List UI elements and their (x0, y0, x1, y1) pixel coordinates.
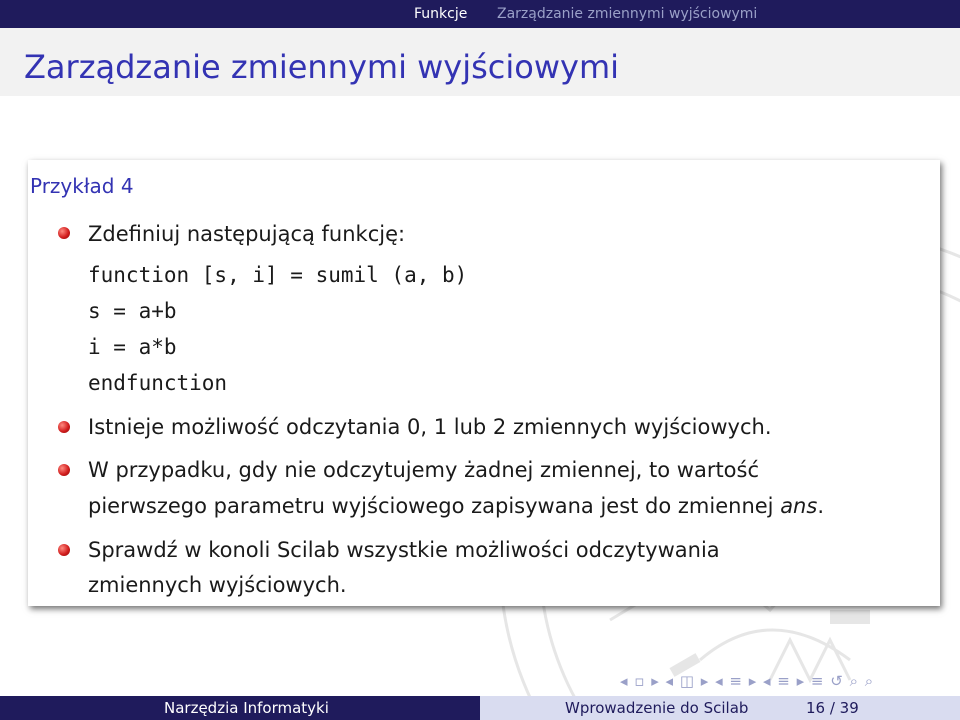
nav-section-link[interactable]: Funkcje (414, 6, 468, 22)
bullet-ans-line-2 (88, 489, 824, 523)
footer-short-title: Wprowadzenie do Scilab (565, 699, 749, 717)
code-line-4: endfunction (88, 371, 228, 395)
bullet-ball-icon (58, 227, 70, 239)
slide-title: Zarządzanie zmiennymi wyjściowymi (24, 48, 620, 86)
bullet-ans-prefix: pierwszego parametru wyjściowego zapisywana jest do zmiennej (88, 494, 781, 518)
code-line-3: i = a*b (88, 335, 177, 359)
footer (0, 696, 960, 720)
bullet-ans-suffix: . (817, 494, 824, 518)
header-navigation (0, 0, 960, 28)
bullet-ball-icon (58, 464, 70, 476)
nav-subsection-link[interactable]: Zarządzanie zmiennymi wyjściowymi (497, 6, 758, 22)
bullet-output-count: Istnieje możliwość odczytania 0, 1 lub 2 zmiennych wyjściowych. (88, 415, 772, 439)
page-number: 16 / 39 (806, 699, 859, 717)
bullet-ball-icon (58, 544, 70, 556)
beamer-navigation-icon[interactable]: ◂ ▫ ▸ ◂ ◫ ▸ ◂ ≡ ▸ ◂ ≡ ▸ ≡ ↺ ⌕ ⌕ (620, 672, 875, 690)
code-line-1: function [s, i] = sumil (a, b) (88, 263, 468, 287)
footer-left (0, 696, 480, 720)
bullet-ball-icon (58, 421, 70, 433)
example-heading: Przykład 4 (30, 174, 134, 198)
bullet-check-line-2: zmiennych wyjściowych. (88, 573, 347, 597)
bullet-define-function: Zdefiniuj następującą funkcję: (88, 222, 406, 246)
bullet-ans-line-1: W przypadku, gdy nie odczytujemy żadnej zmiennej, to wartość (88, 458, 760, 482)
footer-right (480, 696, 960, 720)
bullet-check-line-1: Sprawdź w konoli Scilab wszystkie możliwości odczytywania (88, 538, 720, 562)
footer-author: Narzędzia Informatyki (164, 699, 329, 717)
ans-variable: ans (780, 494, 818, 518)
code-line-2: s = a+b (88, 299, 177, 323)
